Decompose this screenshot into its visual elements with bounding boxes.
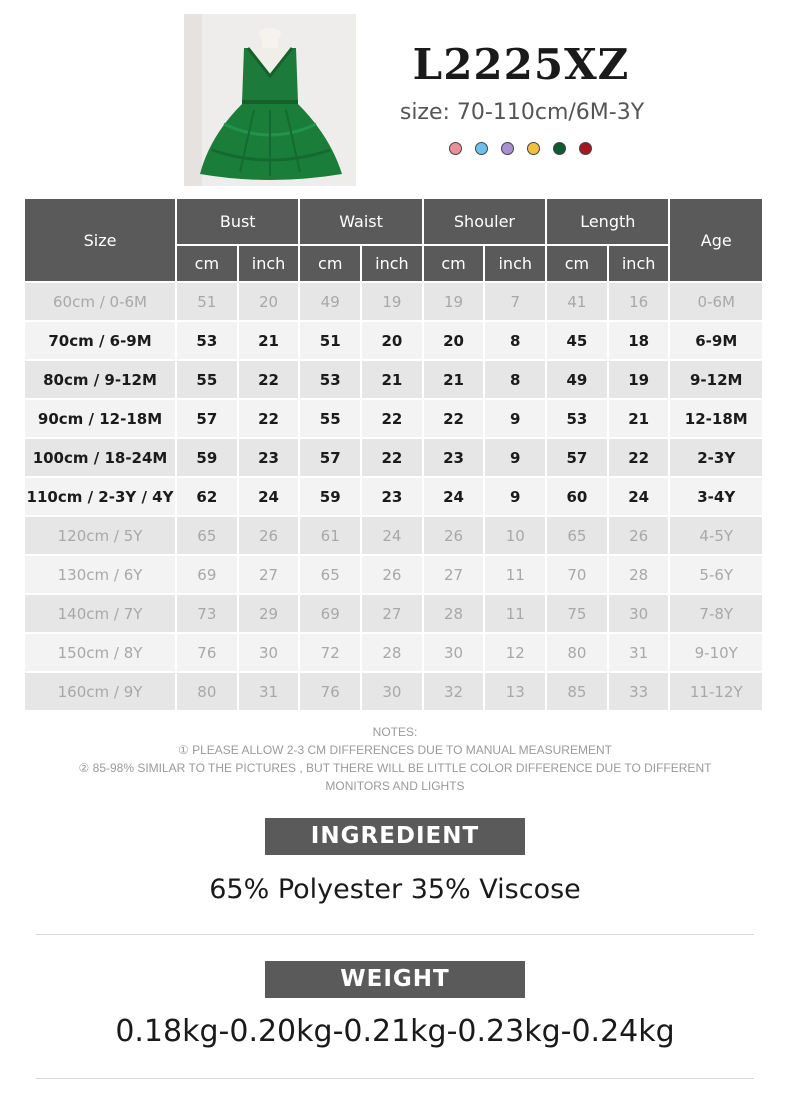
bust-inch-cell: 24 bbox=[239, 478, 299, 515]
notes-line-2: ② 85-98% SIMILAR TO THE PICTURES , BUT THERE WILL BE LITTLE COLOR DIFFERENCE DUE TO DIFFERENT bbox=[78, 761, 712, 775]
bust-inch-cell: 26 bbox=[239, 517, 299, 554]
table-row bbox=[25, 556, 762, 593]
waist-inch-cell: 27 bbox=[362, 595, 422, 632]
notes-line-3: MONITORS AND LIGHTS bbox=[325, 779, 465, 793]
bust-cm-cell: 55 bbox=[177, 361, 237, 398]
size-cell: 150cm / 8Y bbox=[25, 634, 175, 671]
age-cell: 12-18M bbox=[670, 400, 762, 437]
waist-inch-cell: 22 bbox=[362, 439, 422, 476]
shoulder-inch-cell: 9 bbox=[485, 400, 545, 437]
size-cell: 70cm / 6-9M bbox=[25, 322, 175, 359]
length-cm-cell: 70 bbox=[547, 556, 607, 593]
bust-inch-cell: 22 bbox=[239, 400, 299, 437]
subheader-shoulder-cm: cm bbox=[424, 246, 484, 281]
color-swatch[interactable] bbox=[553, 142, 566, 155]
waist-inch-cell: 28 bbox=[362, 634, 422, 671]
color-swatch[interactable] bbox=[449, 142, 462, 155]
bust-inch-cell: 21 bbox=[239, 322, 299, 359]
length-cm-cell: 60 bbox=[547, 478, 607, 515]
notes-line-1: ① PLEASE ALLOW 2-3 CM DIFFERENCES DUE TO MANUAL MEASUREMENT bbox=[178, 743, 612, 757]
shoulder-cm-cell: 22 bbox=[424, 400, 484, 437]
waist-cm-cell: 57 bbox=[300, 439, 360, 476]
shoulder-inch-cell: 9 bbox=[485, 478, 545, 515]
bust-inch-cell: 20 bbox=[239, 283, 299, 320]
header-age: Age bbox=[670, 199, 762, 281]
age-cell: 7-8Y bbox=[670, 595, 762, 632]
age-cell: 0-6M bbox=[670, 283, 762, 320]
bust-inch-cell: 23 bbox=[239, 439, 299, 476]
table-row bbox=[25, 283, 762, 320]
subheader-bust-cm: cm bbox=[177, 246, 237, 281]
length-cm-cell: 85 bbox=[547, 673, 607, 710]
waist-cm-cell: 59 bbox=[300, 478, 360, 515]
size-cell: 60cm / 0-6M bbox=[25, 283, 175, 320]
table-row bbox=[25, 634, 762, 671]
bust-cm-cell: 57 bbox=[177, 400, 237, 437]
table-row bbox=[25, 517, 762, 554]
table-row bbox=[25, 595, 762, 632]
shoulder-inch-cell: 8 bbox=[485, 322, 545, 359]
weight-text: 0.18kg-0.20kg-0.21kg-0.23kg-0.24kg bbox=[115, 1014, 675, 1049]
divider bbox=[36, 1078, 754, 1079]
length-inch-cell: 33 bbox=[609, 673, 669, 710]
age-cell: 6-9M bbox=[670, 322, 762, 359]
bust-cm-cell: 62 bbox=[177, 478, 237, 515]
header-size: Size bbox=[25, 199, 175, 281]
waist-inch-cell: 30 bbox=[362, 673, 422, 710]
length-cm-cell: 57 bbox=[547, 439, 607, 476]
size-cell: 110cm / 2-3Y / 4Y bbox=[25, 478, 175, 515]
waist-cm-cell: 51 bbox=[300, 322, 360, 359]
waist-cm-cell: 61 bbox=[300, 517, 360, 554]
bust-inch-cell: 27 bbox=[239, 556, 299, 593]
subheader-bust-inch: inch bbox=[239, 246, 299, 281]
color-swatch[interactable] bbox=[475, 142, 488, 155]
table-row bbox=[25, 673, 762, 710]
shoulder-cm-cell: 20 bbox=[424, 322, 484, 359]
notes-title: NOTES: bbox=[372, 725, 418, 739]
table-row bbox=[25, 478, 762, 515]
size-cell: 100cm / 18-24M bbox=[25, 439, 175, 476]
age-cell: 9-12M bbox=[670, 361, 762, 398]
length-cm-cell: 53 bbox=[547, 400, 607, 437]
shoulder-cm-cell: 27 bbox=[424, 556, 484, 593]
bust-cm-cell: 53 bbox=[177, 322, 237, 359]
bust-inch-cell: 22 bbox=[239, 361, 299, 398]
header-waist: Waist bbox=[300, 199, 421, 244]
waist-cm-cell: 69 bbox=[300, 595, 360, 632]
length-inch-cell: 28 bbox=[609, 556, 669, 593]
waist-inch-cell: 23 bbox=[362, 478, 422, 515]
length-inch-cell: 26 bbox=[609, 517, 669, 554]
size-cell: 120cm / 5Y bbox=[25, 517, 175, 554]
table-row bbox=[25, 361, 762, 398]
bust-cm-cell: 69 bbox=[177, 556, 237, 593]
age-cell: 9-10Y bbox=[670, 634, 762, 671]
color-swatch[interactable] bbox=[501, 142, 514, 155]
shoulder-inch-cell: 13 bbox=[485, 673, 545, 710]
waist-inch-cell: 22 bbox=[362, 400, 422, 437]
shoulder-cm-cell: 19 bbox=[424, 283, 484, 320]
table-row bbox=[25, 439, 762, 476]
length-cm-cell: 80 bbox=[547, 634, 607, 671]
age-cell: 4-5Y bbox=[670, 517, 762, 554]
waist-cm-cell: 49 bbox=[300, 283, 360, 320]
divider bbox=[36, 934, 754, 935]
size-cell: 80cm / 9-12M bbox=[25, 361, 175, 398]
age-cell: 11-12Y bbox=[670, 673, 762, 710]
shoulder-inch-cell: 12 bbox=[485, 634, 545, 671]
notes bbox=[40, 723, 750, 795]
age-cell: 2-3Y bbox=[670, 439, 762, 476]
length-cm-cell: 75 bbox=[547, 595, 607, 632]
shoulder-cm-cell: 30 bbox=[424, 634, 484, 671]
waist-inch-cell: 20 bbox=[362, 322, 422, 359]
header-bust: Bust bbox=[177, 199, 298, 244]
size-chart-table bbox=[23, 197, 764, 712]
subheader-length-inch: inch bbox=[609, 246, 669, 281]
size-range: size: 70-110cm/6M-3Y bbox=[399, 100, 645, 125]
length-inch-cell: 24 bbox=[609, 478, 669, 515]
waist-cm-cell: 72 bbox=[300, 634, 360, 671]
color-swatch[interactable] bbox=[527, 142, 540, 155]
length-inch-cell: 31 bbox=[609, 634, 669, 671]
weight-heading: WEIGHT bbox=[265, 961, 525, 998]
length-cm-cell: 41 bbox=[547, 283, 607, 320]
waist-inch-cell: 19 bbox=[362, 283, 422, 320]
waist-inch-cell: 21 bbox=[362, 361, 422, 398]
length-cm-cell: 49 bbox=[547, 361, 607, 398]
waist-inch-cell: 26 bbox=[362, 556, 422, 593]
shoulder-inch-cell: 11 bbox=[485, 595, 545, 632]
table-row bbox=[25, 400, 762, 437]
length-inch-cell: 19 bbox=[609, 361, 669, 398]
shoulder-cm-cell: 24 bbox=[424, 478, 484, 515]
shoulder-inch-cell: 11 bbox=[485, 556, 545, 593]
shoulder-inch-cell: 7 bbox=[485, 283, 545, 320]
shoulder-cm-cell: 21 bbox=[424, 361, 484, 398]
header-length: Length bbox=[547, 199, 668, 244]
waist-cm-cell: 53 bbox=[300, 361, 360, 398]
length-cm-cell: 65 bbox=[547, 517, 607, 554]
length-cm-cell: 45 bbox=[547, 322, 607, 359]
ingredient-heading: INGREDIENT bbox=[265, 818, 525, 855]
bust-cm-cell: 59 bbox=[177, 439, 237, 476]
ingredient-text: 65% Polyester 35% Viscose bbox=[209, 874, 581, 905]
bust-inch-cell: 30 bbox=[239, 634, 299, 671]
bust-inch-cell: 31 bbox=[239, 673, 299, 710]
shoulder-cm-cell: 28 bbox=[424, 595, 484, 632]
product-photo bbox=[184, 14, 356, 186]
length-inch-cell: 22 bbox=[609, 439, 669, 476]
length-inch-cell: 16 bbox=[609, 283, 669, 320]
bust-cm-cell: 51 bbox=[177, 283, 237, 320]
shoulder-inch-cell: 8 bbox=[485, 361, 545, 398]
age-cell: 5-6Y bbox=[670, 556, 762, 593]
color-swatches bbox=[449, 142, 592, 156]
bust-cm-cell: 65 bbox=[177, 517, 237, 554]
shoulder-cm-cell: 32 bbox=[424, 673, 484, 710]
subheader-length-cm: cm bbox=[547, 246, 607, 281]
bust-inch-cell: 29 bbox=[239, 595, 299, 632]
green-tutu-dress-image bbox=[184, 14, 356, 186]
shoulder-inch-cell: 10 bbox=[485, 517, 545, 554]
bust-cm-cell: 80 bbox=[177, 673, 237, 710]
bust-cm-cell: 76 bbox=[177, 634, 237, 671]
table-row bbox=[25, 322, 762, 359]
size-cell: 90cm / 12-18M bbox=[25, 400, 175, 437]
waist-cm-cell: 65 bbox=[300, 556, 360, 593]
shoulder-inch-cell: 9 bbox=[485, 439, 545, 476]
age-cell: 3-4Y bbox=[670, 478, 762, 515]
waist-cm-cell: 55 bbox=[300, 400, 360, 437]
subheader-shoulder-inch: inch bbox=[485, 246, 545, 281]
header-shoulder: Shouler bbox=[424, 199, 545, 244]
length-inch-cell: 30 bbox=[609, 595, 669, 632]
bust-cm-cell: 73 bbox=[177, 595, 237, 632]
waist-cm-cell: 76 bbox=[300, 673, 360, 710]
size-cell: 160cm / 9Y bbox=[25, 673, 175, 710]
product-sku: L2225XZ bbox=[412, 40, 630, 89]
waist-inch-cell: 24 bbox=[362, 517, 422, 554]
shoulder-cm-cell: 26 bbox=[424, 517, 484, 554]
color-swatch[interactable] bbox=[579, 142, 592, 155]
length-inch-cell: 18 bbox=[609, 322, 669, 359]
length-inch-cell: 21 bbox=[609, 400, 669, 437]
subheader-waist-inch: inch bbox=[362, 246, 422, 281]
shoulder-cm-cell: 23 bbox=[424, 439, 484, 476]
subheader-waist-cm: cm bbox=[300, 246, 360, 281]
size-cell: 140cm / 7Y bbox=[25, 595, 175, 632]
size-cell: 130cm / 6Y bbox=[25, 556, 175, 593]
